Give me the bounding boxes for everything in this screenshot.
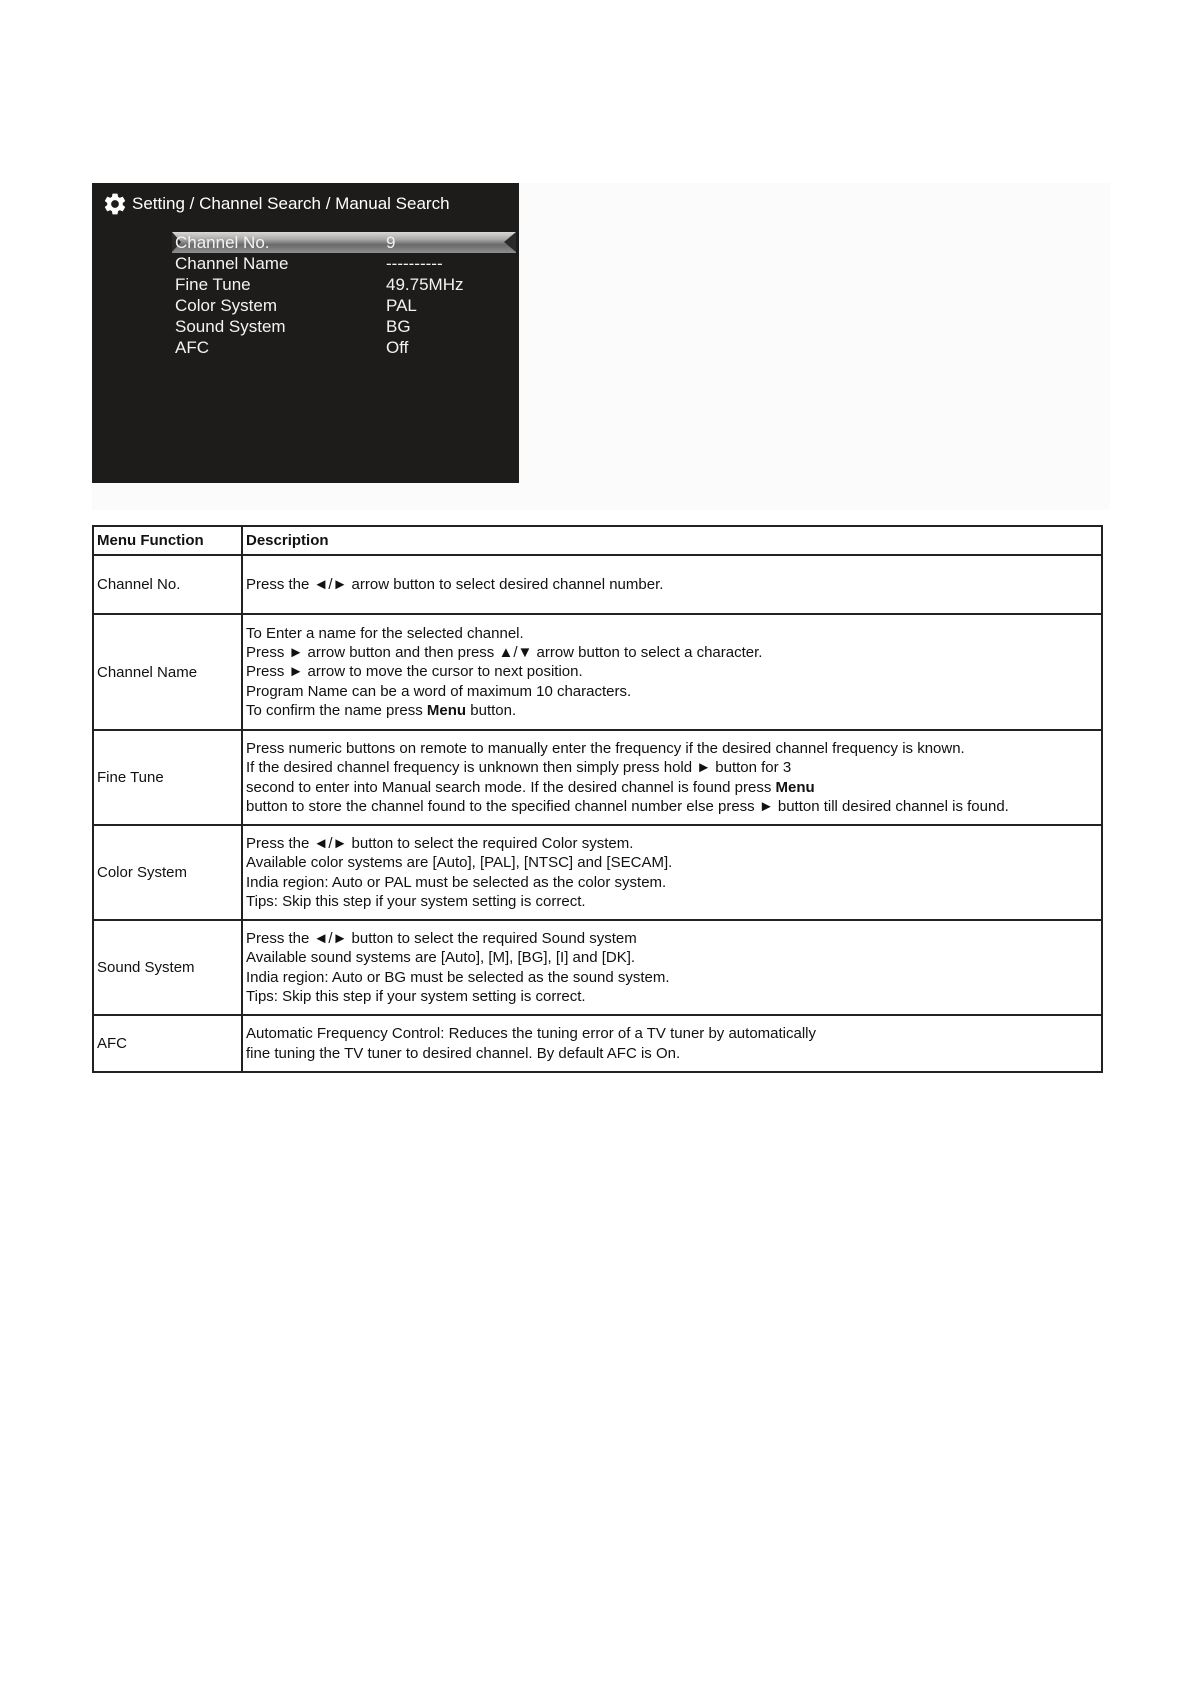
menu-function-table [92,525,1103,1073]
menu-keyword: Menu [426,701,467,719]
osd-item-label: Color System [175,296,278,315]
osd-item-label: Channel Name [175,254,289,273]
osd-breadcrumb [102,191,450,217]
table-header-row [93,526,1102,555]
menu-keyword: Menu [775,778,815,796]
osd-menu [172,232,516,358]
osd-item-fine-tune[interactable] [172,274,516,295]
osd-item-channel-no[interactable] [172,232,516,253]
osd-item-value: ---------- [386,254,443,273]
osd-item-color-system[interactable] [172,295,516,316]
tv-osd-panel [92,183,519,483]
description-line: India region: Auto or PAL must be selected as the color system. [246,873,667,891]
description-cell [242,555,1102,614]
osd-item-channel-name[interactable] [172,253,516,274]
osd-item-afc[interactable] [172,337,516,358]
description-line: Press numeric buttons on remote to manually enter the frequency if the desired channel frequency is known. [246,739,965,757]
osd-item-value: BG [386,317,411,336]
header-description: Description [242,526,1102,555]
description-cell [242,920,1102,1015]
description-line: Program Name can be a word of maximum 10 characters. [246,682,632,700]
menu-function-cell: Color System [93,825,242,920]
description-line: Available color systems are [Auto], [PAL], [NTSC] and [SECAM]. [246,854,673,872]
menu-function-cell: Sound System [93,920,242,1015]
description-line: Automatic Frequency Control: Reduces the tuning error of a TV tuner by automatically [246,1025,817,1043]
table-row [93,920,1102,1015]
description-line: Press the ◄/► button to select the required Sound system [246,929,637,947]
description-line: second to enter into Manual search mode. If the desired channel is found press Menu [246,778,815,796]
table-row [93,614,1102,730]
description-line: Press ► arrow button and then press ▲/▼ arrow button to select a character. [246,644,763,662]
osd-item-value: Off [386,338,409,357]
osd-item-value: 49.75MHz [386,275,464,294]
osd-item-label: Fine Tune [175,275,251,294]
description-cell [242,614,1102,730]
description-line: India region: Auto or BG must be selected as the sound system. [246,968,670,986]
description-line: To Enter a name for the selected channel. [246,624,524,642]
description-line: button to store the channel found to the specified channel number else press ► button till desired channel is found. [246,797,1009,815]
osd-item-sound-system[interactable] [172,316,516,337]
osd-item-label: Channel No. [175,233,270,252]
description-line: Tips: Skip this step if your system setting is correct. [246,892,586,910]
osd-title-text: Setting / Channel Search / Manual Search [132,194,450,213]
gear-icon [102,191,128,217]
table-row [93,555,1102,614]
description-line: Press the ◄/► button to select the required Color system. [246,834,634,852]
description-cell [242,730,1102,825]
menu-function-cell: Channel Name [93,614,242,730]
table-row [93,1015,1102,1072]
description-cell [242,1015,1102,1072]
description-line: If the desired channel frequency is unknown then simply press hold ► button for 3 [246,759,792,777]
menu-function-cell: Fine Tune [93,730,242,825]
menu-function-cell: AFC [93,1015,242,1072]
table-row [93,730,1102,825]
header-menu-function: Menu Function [93,526,242,555]
description-line: Available sound systems are [Auto], [M], [BG], [I] and [DK]. [246,949,636,967]
description-line: To confirm the name press Menu button. [246,701,517,719]
description-line: Tips: Skip this step if your system setting is correct. [246,987,586,1005]
osd-item-value: PAL [386,296,417,315]
osd-item-label: Sound System [175,317,286,336]
table-row [93,825,1102,920]
description-cell [242,825,1102,920]
osd-item-value: 9 [386,233,396,252]
description-line: Press ► arrow to move the cursor to next position. [246,663,583,681]
description-line: fine tuning the TV tuner to desired channel. By default AFC is On. [246,1044,681,1062]
menu-function-cell: Channel No. [93,555,242,614]
description-line: Press the ◄/► arrow button to select desired channel number. [246,575,664,593]
osd-item-label: AFC [175,338,209,357]
